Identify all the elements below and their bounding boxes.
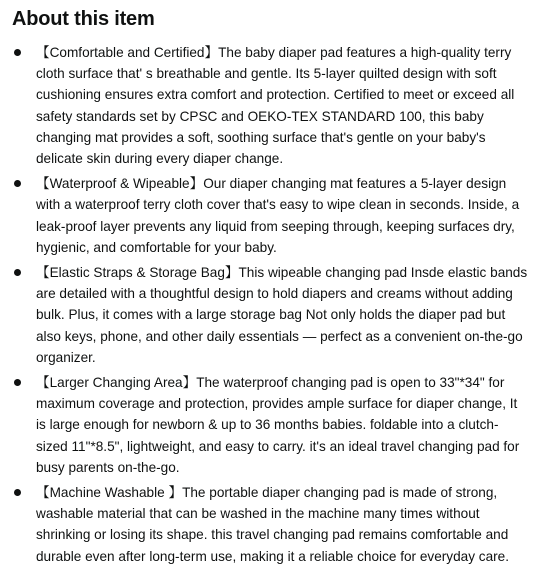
feature-bullet-machine-washable [12,482,529,567]
feature-bullet-text: 【Comfortable and Certified】The baby diaper pad features a high-quality terry cloth surface that' s breathable and gentle. Its 5-layer quilted design with soft cushioning ensures extra comfort and protection. Certified to meet or exceed all safety standards set by CPSC and OEKO-TEX STANDARD 100, this baby changing mat provides a soft, soothing surface that's gentle on your baby's delicate skin during every diaper change. [36,45,515,167]
feature-bullet-elastic-straps [12,262,529,368]
feature-bullet-list [12,42,529,567]
bullet-dot-icon [14,489,21,496]
feature-bullet-text: 【Elastic Straps & Storage Bag】This wipeable changing pad Insde elastic bands are detailed with a thoughtful design to hold diapers and creams without adding bulk. Plus, it comes with a large storage bag Not only holds the diaper pad but also keys, phone, and other daily essentials — perfect as a convenient on-the-go organizer. [36,265,528,365]
feature-bullet-text: 【Machine Washable 】The portable diaper changing pad is made of strong, washable material that can be washed in the machine many times without shrinking or losing its shape. this travel changing pad remains comfortable and durable even after long-term use, making it a reliable choice for everyday care. [36,485,510,564]
bullet-dot-icon [14,379,21,386]
feature-bullet-larger-area [12,372,529,478]
feature-bullet-text: 【Larger Changing Area】The waterproof changing pad is open to 33"*34" for maximum coverage and protection, provides ample surface for diaper change, It is large enough for newborn & up to 36 months babies. foldable into a clutch-sized 11"*8.5", lightweight, and easy to carry. it's an ideal travel changing pad for busy parents on-the-go. [36,375,520,475]
feature-bullet-text: 【Waterproof & Wipeable】Our diaper changing mat features a 5-layer design with a waterproof terry cloth cover that's easy to wipe clean in seconds. Inside, a leak-proof layer prevents any liquid from seeping through, keeping surfaces dry, hygienic, and comfortable for your baby. [36,176,520,255]
bullet-dot-icon [14,180,21,187]
section-title: About this item [12,8,155,30]
feature-bullet-comfortable-certified [12,42,529,169]
feature-bullet-waterproof-wipeable [12,173,529,258]
bullet-dot-icon [14,49,21,56]
bullet-dot-icon [14,269,21,276]
